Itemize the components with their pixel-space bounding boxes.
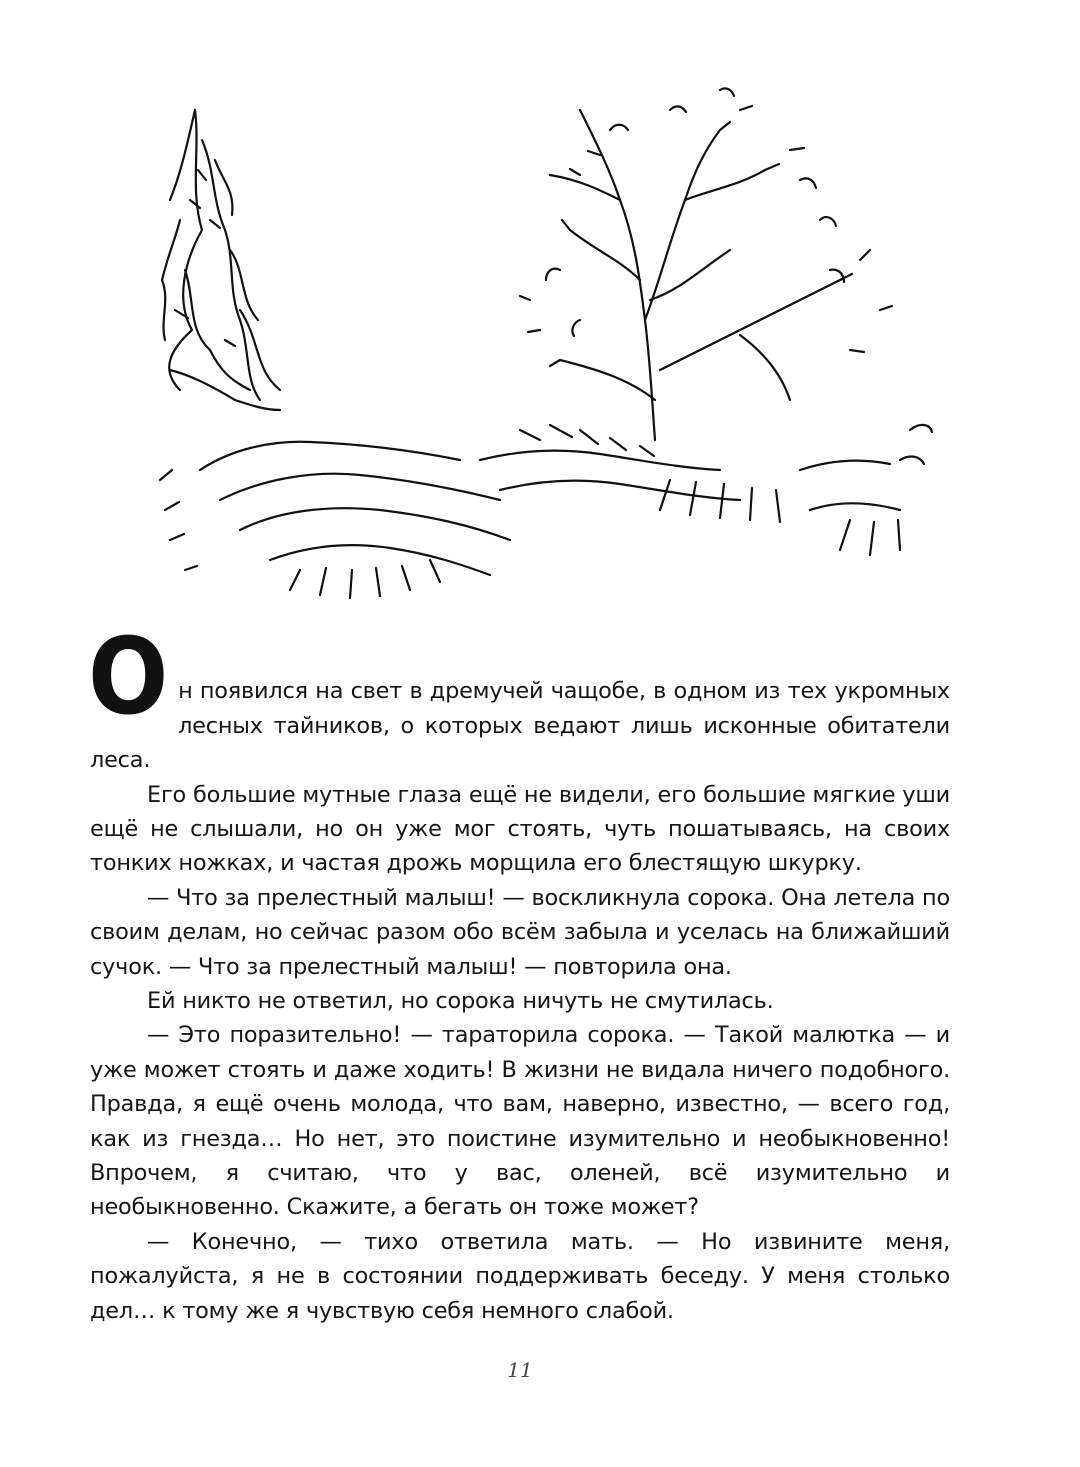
story-paragraph-4: Ей никто не ответил, но сорока ничуть не смутилась. bbox=[147, 988, 774, 1015]
grass-undergrowth-icon bbox=[160, 425, 932, 598]
conifer-tree-icon bbox=[162, 110, 280, 410]
drop-cap-letter: О bbox=[88, 616, 169, 738]
forest-illustration-icon bbox=[140, 70, 940, 610]
bush-tree-icon bbox=[520, 88, 892, 440]
story-text bbox=[88, 616, 950, 1328]
story-paragraph-6: — Конечно, — тихо ответила мать. — Но извините меня, пожалуйста, я не в состоянии поддерживать беседу. У меня столько дел… к тому же я чувствую себя немного слабой. bbox=[90, 1228, 950, 1324]
drop-cap-spacer bbox=[90, 640, 950, 674]
story-paragraph-1 bbox=[88, 616, 950, 778]
paragraph-text: н появился на свет в дремучей чащобе, в одном из тех укромных лесных тайников, о которых ведают лишь исконные обитатели леса. bbox=[90, 678, 950, 774]
page-number: 11 bbox=[507, 1358, 533, 1382]
story-paragraph-3: — Что за прелестный малыш! — воскликнула сорока. Она летела по своим делам, но сейчас разом обо всём забыла и уселась на ближайший сучок. — Что за прелестный малыш! — повторила она. bbox=[90, 884, 950, 980]
story-paragraph-5: — Это поразительно! — тараторила сорока. — Такой малютка — и уже может стоять и даже ходить! В жизни не видала ничего подобного. Правда, я ещё очень молода, что вам, наверно, известно, — всего год, как из гнезда… Но нет, это поистине изумительно и необыкновенно! Впрочем, я считаю, что у вас, оленей, всё изумительно и необыкновенно. Скажите, а бегать он тоже может? bbox=[90, 1022, 950, 1221]
story-paragraph-2: Его большие мутные глаза ещё не видели, его большие мягкие уши ещё не слышали, но он уже мог стоять, чуть пошатываясь, на своих тонких ножках, и частая дрожь морщила его блестящую шкурку. bbox=[90, 781, 950, 877]
